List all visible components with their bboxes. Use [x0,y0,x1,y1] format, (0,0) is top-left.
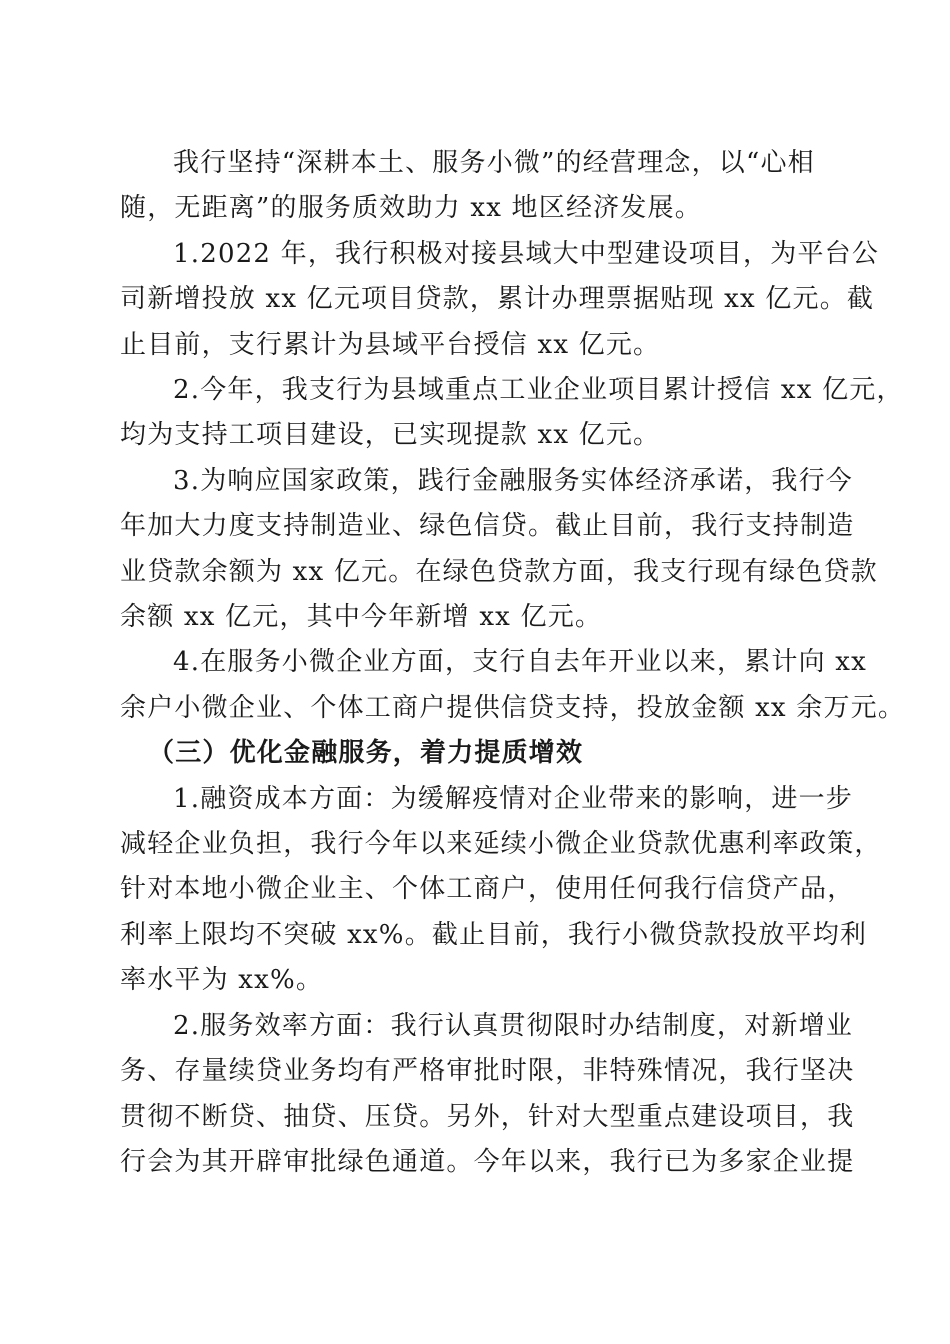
text-line-23: 行会为其开辟审批绿色通道。今年以来，我行已为多家企业提 [120,1147,855,1177]
text-line-11: 余额 xx 亿元，其中今年新增 xx 亿元。 [120,602,603,632]
text-line-7: 均为支持工项目建设，已实现提款 xx 亿元。 [120,420,661,450]
section-heading: （三）优化金融服务，着力提质增效 [148,738,584,768]
text-line-2: 随，无距离”的服务质效助力 xx 地区经济发展。 [120,193,702,223]
text-line-13: 余户小微企业、个体工商户提供信贷支持，投放金额 xx 余万元。 [120,693,906,723]
text-line-10: 业贷款余额为 xx 亿元。在绿色贷款方面，我支行现有绿色贷款 [120,557,878,587]
text-line-6: 2.今年，我支行为县域重点工业企业项目累计授信 xx 亿元， [173,375,904,405]
text-line-8: 3.为响应国家政策，践行金融服务实体经济承诺，我行今 [173,466,854,496]
text-line-18: 利率上限均不突破 xx%。截止目前，我行小微贷款投放平均利 [120,920,868,950]
text-line-4: 司新增投放 xx 亿元项目贷款，累计办理票据贴现 xx 亿元。截 [120,284,875,314]
text-line-5: 止目前，支行累计为县域平台授信 xx 亿元。 [120,330,661,360]
text-line-3: 1.2022 年，我行积极对接县域大中型建设项目，为平台公 [173,239,880,269]
text-line-15: 1.融资成本方面：为缓解疫情对企业带来的影响，进一步 [173,784,854,814]
text-line-20: 2.服务效率方面：我行认真贯彻限时办结制度，对新增业 [173,1011,854,1041]
text-line-22: 贯彻不断贷、抽贷、压贷。另外，针对大型重点建设项目，我 [120,1102,855,1132]
text-line-19: 率水平为 xx%。 [120,965,324,995]
text-line-12: 4.在服务小微企业方面，支行自去年开业以来，累计向 xx [173,647,867,677]
text-line-1: 我行坚持“深耕本土、服务小微”的经营理念，以“心相 [173,148,815,178]
text-line-9: 年加大力度支持制造业、绿色信贷。截止目前，我行支持制造 [120,511,855,541]
text-line-16: 减轻企业负担，我行今年以来延续小微企业贷款优惠利率政策， [120,829,882,859]
text-line-21: 务、存量续贷业务均有严格审批时限，非特殊情况，我行坚决 [120,1056,855,1086]
text-line-17: 针对本地小微企业主、个体工商户，使用任何我行信贷产品， [120,874,855,904]
